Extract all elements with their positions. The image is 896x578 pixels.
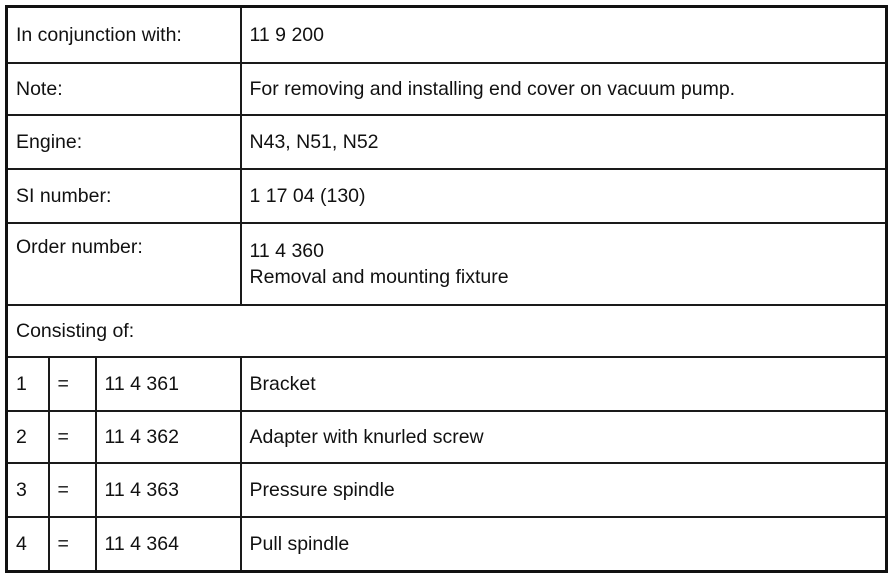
order-number-value	[241, 223, 887, 305]
table-row	[7, 305, 887, 357]
part-name: Pressure spindle	[241, 463, 887, 517]
part-row	[7, 463, 887, 517]
part-row	[7, 357, 887, 411]
part-index: 4	[7, 517, 49, 572]
part-name: Pull spindle	[241, 517, 887, 572]
part-index: 3	[7, 463, 49, 517]
part-equals: =	[49, 517, 96, 572]
engine-value: N43, N51, N52	[241, 115, 887, 169]
si-number-label: SI number:	[7, 169, 241, 223]
part-name: Bracket	[241, 357, 887, 411]
part-equals: =	[49, 411, 96, 463]
table-row	[7, 223, 887, 305]
order-number-label: Order number:	[7, 223, 241, 305]
part-name: Adapter with knurled screw	[241, 411, 887, 463]
part-row	[7, 517, 887, 572]
part-number: 11 4 363	[96, 463, 241, 517]
table-row	[7, 7, 887, 63]
note-label: Note:	[7, 63, 241, 115]
part-index: 1	[7, 357, 49, 411]
part-number: 11 4 361	[96, 357, 241, 411]
conjunction-label: In conjunction with:	[7, 7, 241, 63]
order-number: 11 4 360	[249, 239, 324, 262]
conjunction-value: 11 9 200	[241, 7, 887, 63]
table-row	[7, 63, 887, 115]
si-number-value: 1 17 04 (130)	[241, 169, 887, 223]
special-tool-table	[5, 5, 888, 573]
consisting-of-label: Consisting of:	[7, 305, 887, 357]
table-row	[7, 169, 887, 223]
order-description: Removal and mounting fixture	[249, 265, 509, 288]
engine-label: Engine:	[7, 115, 241, 169]
part-number: 11 4 364	[96, 517, 241, 572]
table-row	[7, 115, 887, 169]
part-equals: =	[49, 357, 96, 411]
part-index: 2	[7, 411, 49, 463]
note-value: For removing and installing end cover on vacuum pump.	[241, 63, 887, 115]
part-equals: =	[49, 463, 96, 517]
part-number: 11 4 362	[96, 411, 241, 463]
part-row	[7, 411, 887, 463]
